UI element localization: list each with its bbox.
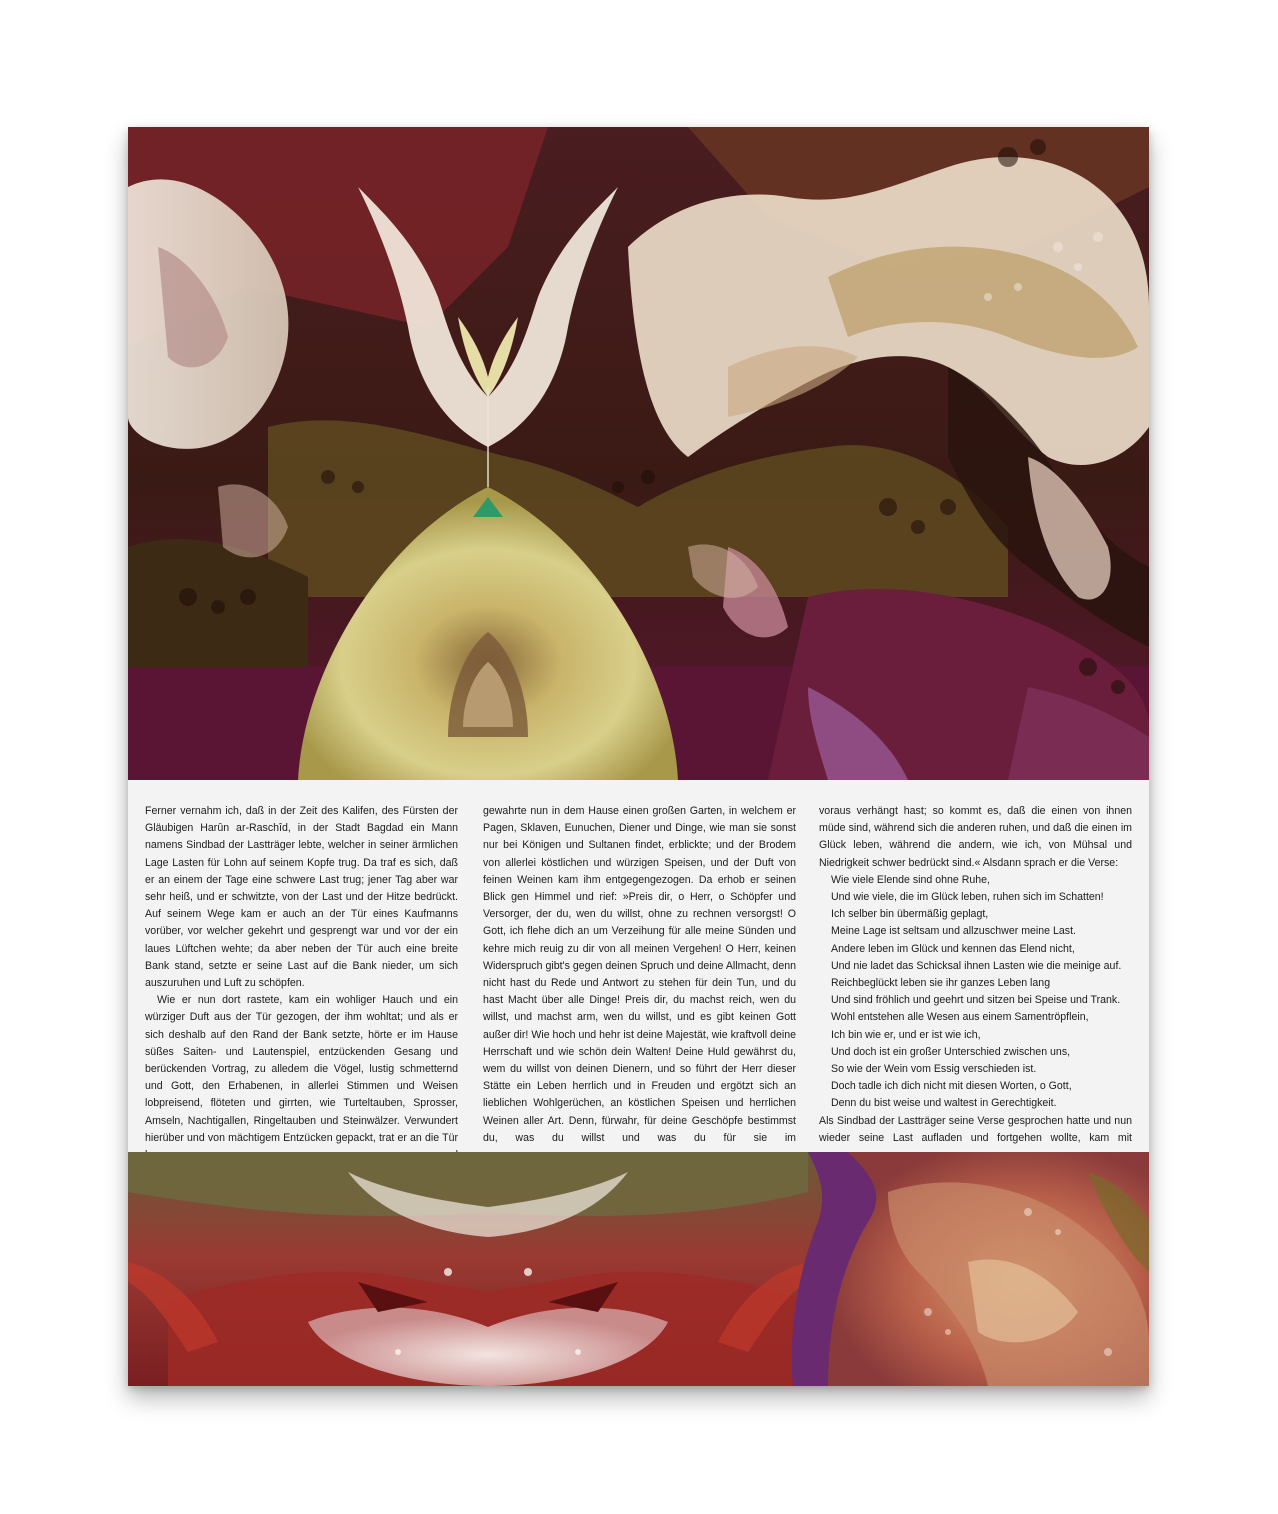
verse-line: Wohl entstehen alle Wesen aus einem Samentröpflein, [831, 1011, 1089, 1024]
verse-line: Wie viele Elende sind ohne Ruhe, [831, 873, 991, 886]
paragraph: Wie er nun dort rastete, kam ein wohliger Hauch und ein würziger Duft aus der Tür gezogen, der ihm wohltat; und als er sich deshalb auf den Rand der Bank setzte, hörte er im Hause süßes Saiten- und Lautenspiel, entzückenden Gesang und berückenden Vortrag, zu alledem die Vögel, lustig schmetternd und Gott, den Erhabenen, in allerlei Stimmen und Weisen lobpreisend, flöteten und girrten, wie Turteltauben, Sprosser, Amseln, Nachtigallen, Ringeltauben und Steinwälzer. Verwundert hierüber und von mächtigem Entzücken gepackt, trat er an die Tür [145, 994, 458, 1144]
paragraph: Als Sindbad der Lastträger seine Verse gesprochen hatte und nun wieder seine Last aufladen und fortgehen wollte, kam mit [819, 1114, 1132, 1144]
verse-line: Und doch ist ein großer Unterschied zwischen uns, [831, 1045, 1071, 1058]
verse-line: Und sind fröhlich und geehrt und sitzen bei Speise und Trank. [831, 994, 1121, 1007]
verse-line: Reichbeglückt leben sie ihr ganzes Leben lang [831, 977, 1051, 990]
verse-line: Und nie ladet das Schicksal ihnen Lasten wie die meinige auf. [831, 959, 1122, 972]
text-column-3 [819, 803, 1132, 1144]
paragraph: Ferner vernahm ich, daß in der Zeit des Kalifen, des Fürsten der Gläubigen Harûn ar-Raschîd, in der Stadt Bagdad ein Mann namens Sindbad der Lastträger lebte, welcher in seiner ärmlichen Lage Lasten für Lohn auf seinem Kopfe trug. Da traf es sich, daß er an einem der Tage eine schwere Last trug; jener Tag aber war sehr heiß, und er schwitzte, von der Last und der Hitze bedrückt. Auf seinem Wege kam er auch an der Tür eines Kaufmanns vorüber, vor welcher gekehrt und gesprengt war und vor der ein laues Lüftchen wehte; da aber neben der Tür auch eine breite Bank stand, setzte er seine Last auf die Bank nieder, um sich auszuruhen und Luft zu schöpfen. [145, 805, 458, 990]
verse-line: Ich selber bin übermäßig geplagt, [831, 908, 989, 921]
bottom-artwork-image [128, 1152, 1149, 1386]
verse-line: Denn du bist weise und waltest in Gerechtigkeit. [831, 1097, 1057, 1110]
text-column-1 [145, 803, 458, 1144]
magazine-page [128, 127, 1149, 1386]
verse-line: Meine Lage ist seltsam und allzuschwer meine Last. [831, 925, 1076, 938]
article-text-band [128, 780, 1149, 1152]
paragraph: voraus verhängt hast; so kommt es, daß die einen von ihnen müde sind, während sich die anderen ruhen, und daß die einen im Glück leben, während die andern, wie ich, von Mühsal und Niedrigkeit schwer bedrückt sind.« Alsdann sprach er die Verse: [819, 805, 1132, 869]
verse-line: Doch tadle ich dich nicht mit diesen Worten, o Gott, [831, 1080, 1072, 1093]
top-artwork-image [128, 127, 1149, 780]
paragraph: gewahrte nun in dem Hause einen großen Garten, in welchem er Pagen, Sklaven, Eunuchen, Diener und Dinge, wie man sie sonst nur bei Königen und Sultanen findet, erblickte; und der Brodem von allerlei köstlichen und würzigen Speisen, und der Duft von feinen Weinen kam ihm entgegengezogen. Da erhob er seinen Blick gen Himmel und rief: »Preis dir, o Herr, o Schöpfer und Versorger, der du, wen du willst, ohne zu rechnen versorgst! O Gott, ich flehe dich an um Verzeihung für alle meine Sünden und kehre mich reuig zu dir von all meinen Vergehen! O Herr, keinen Widerspruch gibt's gegen deinen Spruch und deine Allmacht, denn nicht hast du Rede und Antwort zu stehen für dein Tun, und du hast Macht über alle Dinge! Preis dir, du machst reich, wen du willst, und machst arm, wen du willst, und es gibt keinen Gott außer dir! Wie hoch und hehr ist deine Majestät, wie kraftvoll deine Herrschaft und wie schön dein Walten! Deine Huld gewährst du, wem du willst von deinen Dienern, und so führt der Herr dieser Stätte ein Leben herrlich und in Freuden und ergötzt sich an lieblichen Wohlgerüchen, an köstlichen Speisen und herrlichen Weinen aller Art. Denn, fürwahr, für deine Geschöpfe bestimmst du, was du willst und was du für sie im [483, 805, 796, 1144]
text-column-2 [483, 803, 796, 1144]
verse-line: Und wie viele, die im Glück leben, ruhen sich im Schatten! [831, 891, 1104, 904]
verse-line: So wie der Wein vom Essig verschieden ist. [831, 1063, 1037, 1076]
verse-line: Ich bin wie er, und er ist wie ich, [831, 1028, 981, 1041]
verse-line: Andere leben im Glück und kennen das Elend nicht, [831, 942, 1075, 955]
